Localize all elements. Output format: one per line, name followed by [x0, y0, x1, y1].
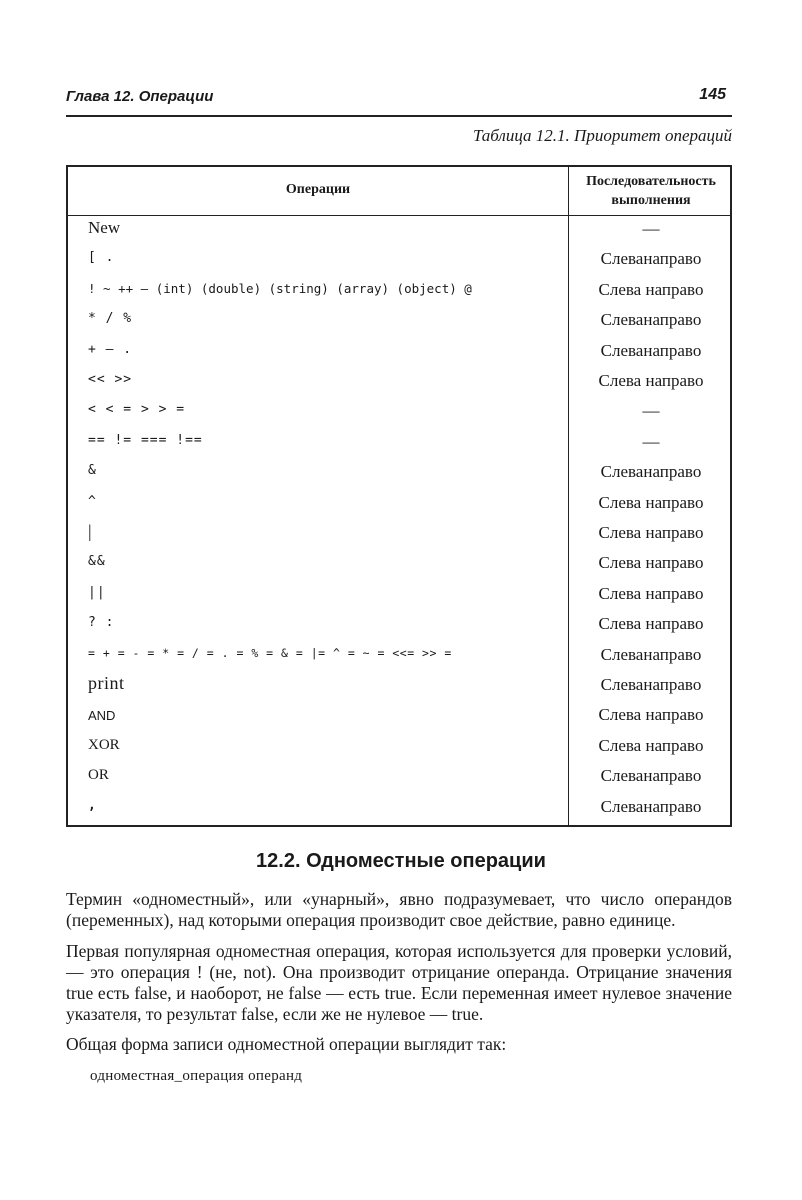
order-cell: Слева направо	[598, 279, 704, 299]
table-row	[68, 246, 730, 276]
column-header-operations: Операции	[285, 182, 351, 197]
table-row	[68, 581, 730, 611]
operator-cell: ! ~ ++ — (int) (double) (string) (array) (object) @	[88, 280, 472, 296]
order-cell: Слева направо	[598, 371, 704, 390]
order-cell: Слева направо	[598, 705, 704, 725]
order-cell: Слеванаправо	[600, 766, 702, 786]
code-syntax-line: одноместная_операция операнд	[90, 1068, 303, 1084]
table-row	[68, 733, 730, 763]
operator-cell: ||	[88, 584, 106, 600]
paragraph: Термин «одноместный», или «унарный», явно подразумевает, что число операндов (переменных), над которыми операция производит свое действие, равно единице.	[66, 889, 732, 930]
operator-precedence-table	[66, 165, 732, 827]
order-cell: Слева направо	[598, 523, 704, 542]
table-caption: Таблица 12.1. Приоритет операций	[472, 126, 732, 145]
operator-cell: AND	[88, 708, 116, 724]
table-row	[68, 611, 730, 641]
column-header-order: Последовательность выполнения	[586, 174, 716, 208]
order-cell: Слеванаправо	[600, 796, 702, 816]
operator-cell: = + = - = * = / = . = % = & = |= ^ = ~ = <<= >> =	[88, 645, 452, 660]
order-cell: —	[642, 401, 660, 421]
paragraph: Первая популярная одноместная операция, которая используется для проверки условий, — это операция ! (не, not). Она производит отрицание операнда. Отрицание значения true есть false, и наоборот, не false — есть true. Если переменная имеет нулевое значение указателя, то результат false, если же не нулевое — true.	[66, 941, 732, 1024]
table-row	[68, 763, 730, 793]
table-row	[68, 702, 730, 732]
operator-cell: &	[88, 463, 97, 479]
table-row	[68, 550, 730, 580]
table-row	[68, 794, 730, 824]
order-cell: Слеванаправо	[600, 310, 702, 330]
operator-cell: * / %	[88, 311, 133, 327]
table-row	[68, 429, 730, 459]
operator-cell: |	[88, 521, 93, 541]
order-cell: Слева направо	[598, 614, 704, 634]
operator-cell: + — .	[88, 341, 133, 357]
order-cell: Слеванаправо	[600, 249, 702, 269]
table-row	[68, 459, 730, 489]
operator-cell: ,	[88, 797, 97, 813]
operator-cell: < < = > > =	[88, 402, 186, 418]
operator-cell: New	[88, 218, 121, 237]
table-row	[68, 338, 730, 368]
table-row	[68, 368, 730, 398]
page-number: 145	[699, 86, 726, 103]
table-row	[68, 307, 730, 337]
order-cell: Слеванаправо	[600, 675, 702, 694]
operator-cell: XOR	[88, 736, 120, 753]
operator-cell: &&	[88, 554, 106, 570]
order-cell: Слеванаправо	[600, 462, 702, 482]
table-row	[68, 672, 730, 702]
operator-cell: OR	[88, 767, 109, 784]
operator-cell: == != === !==	[88, 432, 203, 448]
operator-cell: [ .	[88, 250, 115, 266]
order-cell: Слева направо	[598, 735, 704, 755]
order-cell: —	[642, 431, 660, 451]
header-rule	[66, 115, 732, 117]
table-row	[68, 520, 730, 550]
operator-cell: ^	[88, 493, 97, 509]
order-cell: —	[642, 219, 660, 238]
table-row	[68, 277, 730, 307]
table-row	[68, 642, 730, 672]
table-row	[68, 216, 730, 246]
order-cell: Слеванаправо	[600, 340, 702, 360]
operator-cell: ? :	[88, 615, 115, 631]
paragraph: Общая форма записи одноместной операции выглядит так:	[66, 1034, 507, 1054]
order-cell: Слева направо	[598, 492, 704, 512]
section-heading: 12.2. Одноместные операции	[256, 850, 546, 872]
operator-cell: print	[88, 673, 125, 693]
running-head	[66, 86, 726, 110]
order-cell: Слеванаправо	[600, 644, 702, 664]
table-row	[68, 398, 730, 428]
order-cell: Слева направо	[598, 553, 704, 573]
chapter-title: Глава 12. Операции	[66, 88, 214, 105]
table-row	[68, 490, 730, 520]
order-cell: Слева направо	[598, 583, 704, 603]
operator-cell: << >>	[88, 372, 133, 387]
